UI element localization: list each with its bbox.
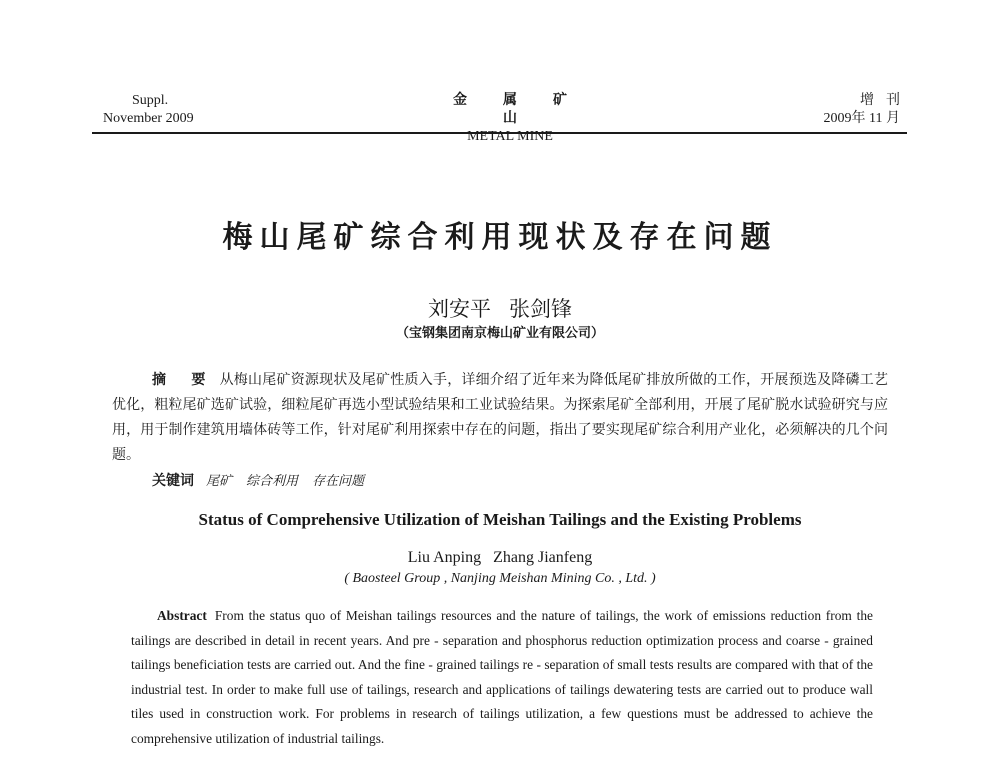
abstract-en-text: From the status quo of Meishan tailings resources and the nature of tailings, the work of emissions reduction from the tailings are described in detail in recent years. And pre - separation and phosphorus reduction optimization process and coarse - grained tailings beneficiation tests are carried out. And the fine - grained tailings re - separation of small tests results are compared with that of the industrial test. In order to make full use of tailings, research and applications of tailings dewatering tests are carried out to produce wall tiles used in construction work. For problems in research of tailings utilization, a few questions must be addressed to achieve the comprehensive utilization of industrial tailings.: [131, 608, 873, 746]
keyword-cn-1: 尾矿: [206, 474, 233, 489]
abstract-cn-label: 摘 要: [152, 372, 216, 388]
keyword-cn-2: 综合利用: [246, 474, 299, 489]
header-left: [103, 92, 194, 128]
journal-name-cn: 金属矿山: [453, 93, 603, 126]
author-cn-2: 张剑锋: [509, 297, 572, 321]
header-suppl: Suppl.: [132, 93, 169, 108]
keywords-cn-label: 关键词: [152, 473, 194, 489]
header-rule: [92, 132, 907, 134]
keywords-cn: [152, 470, 378, 490]
header-center: [400, 92, 620, 146]
abstract-en: [131, 604, 873, 751]
header-supplement-cn: 增刊: [860, 93, 912, 108]
paper-title-cn: 梅山尾矿综合利用现状及存在问题: [222, 220, 778, 255]
abstract-cn: [112, 368, 888, 468]
authors-cn: [0, 293, 1000, 323]
header-right: [790, 92, 912, 128]
paper-title-en: Status of Comprehensive Utilization of Meishan Tailings and the Existing Problems: [198, 510, 802, 529]
author-en-1: Liu Anping: [407, 549, 482, 566]
journal-name-en: METAL MINE: [467, 129, 553, 144]
header-date-cn: 2009年 11 月: [823, 111, 900, 126]
abstract-cn-text: 从梅山尾矿资源现状及尾矿性质入手，详细介绍了近年来为降低尾矿排放所做的工作，开展预选及降磷工艺优化，粗粒尾矿选矿试验，细粒尾矿再选小型试验结果和工业试验结果。为探索尾矿全部利用，开展了尾矿脱水试验研究与应用，用于制作建筑用墙体砖等工作，针对尾矿利用探索中存在的问题，指出了要实现尾矿综合利用产业化，必须解决的几个问题。: [112, 372, 889, 463]
author-cn-1: 刘安平: [428, 297, 491, 321]
authors-en: [0, 549, 1000, 567]
header-date-en: November 2009: [103, 111, 194, 126]
author-en-2: Zhang Jianfeng: [493, 549, 593, 566]
keyword-cn-3: 存在问题: [312, 474, 365, 489]
abstract-en-label: Abstract: [157, 608, 207, 623]
affiliation-en: ( Baosteel Group , Nanjing Meishan Mining Co. , Ltd. ): [344, 571, 656, 586]
affiliation-cn: （宝钢集团南京梅山矿业有限公司）: [395, 326, 604, 341]
